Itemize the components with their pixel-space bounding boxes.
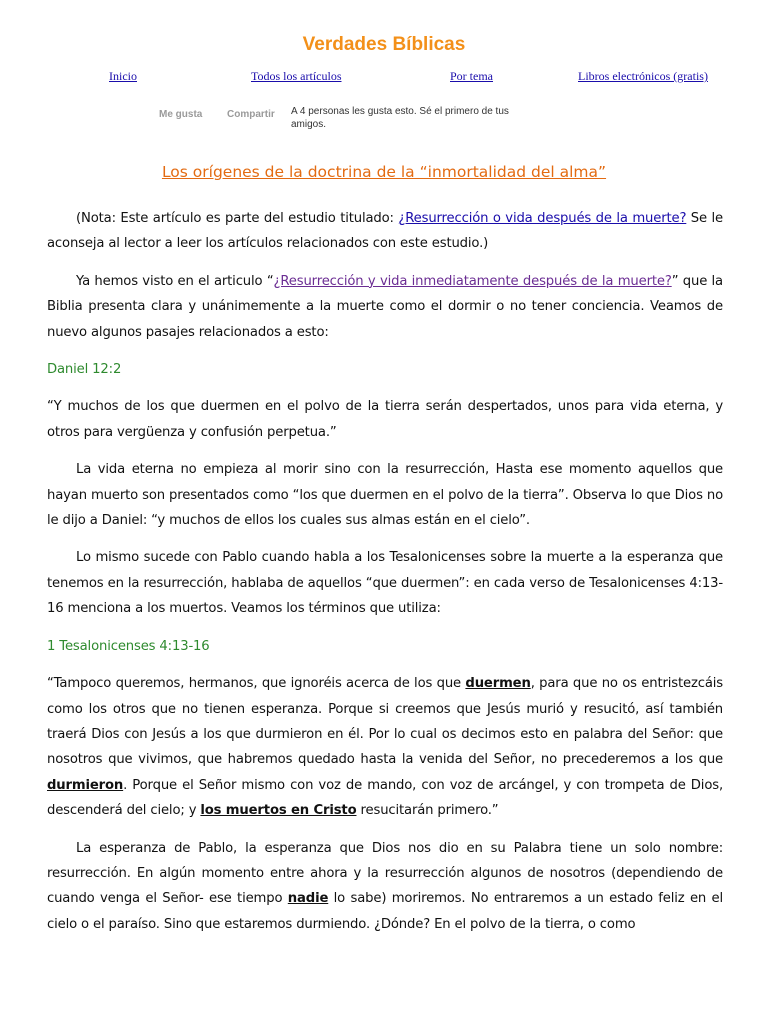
likes-count-text: A 4 personas les gusta esto. Sé el primero de tus amigos.	[291, 106, 509, 130]
text: lo sabe) moriremos. No entraremos a un estado feliz en el cielo o el paraíso. Sino que estaremos durmiendo. ¿Dónde? En el polvo de la tierra, o como	[47, 891, 723, 932]
like-button[interactable]: Me gusta	[159, 109, 203, 120]
paragraph-intro	[47, 269, 723, 345]
emphasis-duermen: duermen	[465, 676, 531, 692]
nav-link-inicio[interactable]: Inicio	[109, 69, 137, 83]
link-resurreccion-y-vida[interactable]: ¿Resurrección y vida inmediatamente después de la muerte?	[273, 273, 672, 289]
text: . Porque el Señor mismo con voz de mando, con voz de arcángel, y con trompeta de Dios, descenderá del cielo; y	[47, 777, 723, 819]
paragraph-vida-eterna: La vida eterna no empieza al morir sino con la resurrección, Hasta ese momento aquellos que hayan muerto son presentados como “los que duermen en el polvo de la tierra”. Observa lo que Dios no le dijo a Daniel: “y muchos de ellos los cuales sus almas están en el cielo”.	[47, 462, 723, 529]
nav-link-por-tema[interactable]: Por tema	[450, 69, 493, 83]
paragraph-pablo: Lo mismo sucede con Pablo cuando habla a los Tesalonicenses sobre la muerte a la esperanza que tenemos en la resurrección, hablaba de aquellos “que duermen”: en cada verso de Tesalonicenses 4:13-16 menciona a los muertos. Veamos los términos que utiliza:	[47, 550, 723, 617]
text: , para que no os entristezcáis como los otros que no tienen esperanza. Porque si creemos que Jesús murió y resucitó, así también traerá Dios con Jesús a los que durmieron en él. Por lo cual os decimos esto en palabra del Señor: que nosotros que vivimos, que habremos quedado hasta la venida del Señor, no precederemos a los que	[47, 676, 723, 768]
text: Ya hemos visto en el articulo “	[76, 273, 274, 289]
site-title: Verdades Bíblicas	[302, 34, 466, 55]
text: (Nota: Este artículo es parte del estudio titulado:	[76, 211, 399, 226]
text: ” que la Biblia presenta clara y unánimemente a la muerte como el dormir o no tener conciencia. Veamos de nuevo algunos pasajes relacionados a esto:	[47, 273, 723, 340]
emphasis-durmieron: durmieron	[47, 777, 124, 793]
paragraph-esperanza	[47, 836, 723, 938]
scripture-reference-tesalonicenses: 1 Tesalonicenses 4:13-16	[47, 638, 210, 654]
article-body	[47, 206, 723, 949]
scripture-reference-daniel: Daniel 12:2	[47, 362, 122, 378]
paragraph-note	[47, 206, 723, 257]
scripture-quote-daniel: “Y muchos de los que duermen en el polvo de la tierra serán despertados, unos para vida eterna, y otros para vergüenza y confusión perpetua.”	[47, 399, 723, 440]
text: resucitarán primero.”	[356, 803, 499, 819]
emphasis-nadie: nadie	[287, 891, 329, 907]
text: La esperanza de Pablo, la esperanza que Dios nos dio en su Palabra tiene un solo nombre: resurrección. En algún momento entre ahora y la resurrección algunos de nosotros (dependiendo de cuando venga el Señor- ese tiempo	[47, 840, 723, 907]
emphasis-muertos-en-cristo: los muertos en Cristo	[200, 803, 357, 819]
text: Se le aconseja al lector a leer los artículos relacionados con este estudio.)	[47, 211, 723, 252]
link-resurreccion-o-vida[interactable]: ¿Resurrección o vida después de la muerte?	[398, 211, 687, 226]
scripture-quote-tesalonicenses	[47, 671, 723, 823]
nav-link-todos-los-articulos[interactable]: Todos los artículos	[251, 69, 342, 83]
nav-link-libros-electronicos[interactable]: Libros electrónicos (gratis)	[578, 69, 708, 83]
text: “Tampoco queremos, hermanos, que ignoréis acerca de los que	[47, 676, 466, 692]
article-title: Los orígenes de la doctrina de la “inmortalidad del alma”	[161, 163, 607, 181]
share-button[interactable]: Compartir	[227, 109, 275, 120]
